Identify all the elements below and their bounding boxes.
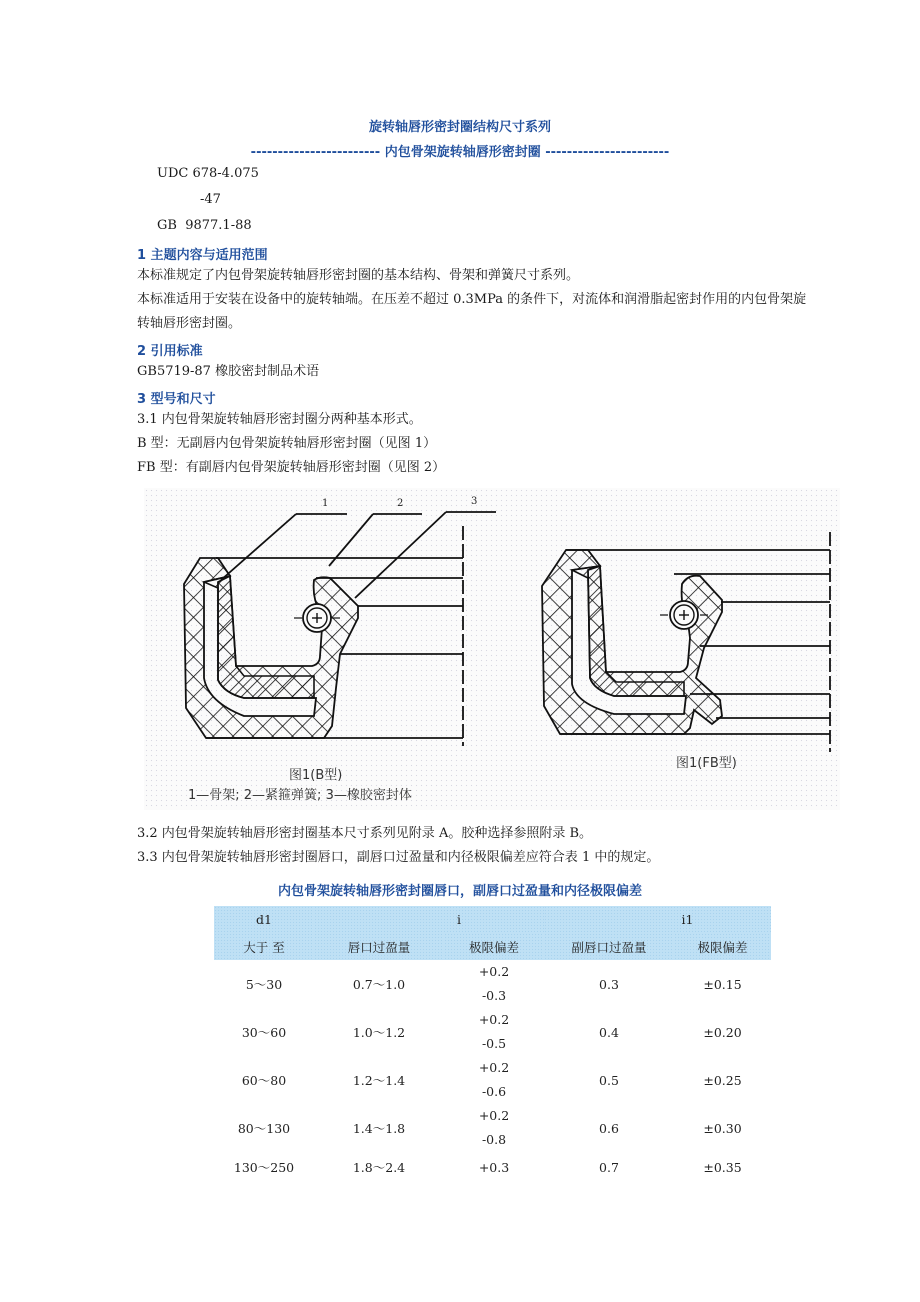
- cell-d1: 130～250: [233, 1160, 295, 1175]
- document-subtitle: ------------------------ 内包骨架旋转轴唇形密封圈 -----------------------: [250, 145, 670, 160]
- cell-i1-dev: ±0.20: [703, 1024, 742, 1040]
- cell-d1: 30～60: [241, 1025, 287, 1040]
- cell-i: 1.8～2.4: [352, 1160, 406, 1175]
- type-b-text: B 型：无副唇内包骨架旋转轴唇形密封圈（见图 1）: [137, 436, 437, 451]
- section-2-paragraph: GB5719-87 橡胶密封制品术语: [137, 364, 320, 379]
- document-title: 旋转轴唇形密封圈结构尺寸系列: [368, 120, 551, 135]
- header-i1: i1: [544, 906, 771, 933]
- cell-d1: 60～80: [241, 1073, 287, 1088]
- interference-tolerance-table: [214, 906, 771, 1182]
- cell-dev: [444, 1008, 544, 1056]
- header-d1: d1: [214, 906, 314, 933]
- dev-upper: +0.2: [478, 1060, 510, 1075]
- col-header-aux-lip-interference: 副唇口过盈量: [544, 933, 674, 960]
- col-header-lip-interference: 唇口过盈量: [314, 933, 444, 960]
- section-3-3-text: 3.3 内包骨架旋转轴唇形密封圈唇口，副唇口过盈量和内径极限偏差应符合表 1 中的规定。: [137, 850, 660, 865]
- table-column-header-row: [214, 933, 771, 960]
- label-3: 3: [471, 496, 478, 507]
- section-2-heading: 2 引用标准: [137, 344, 203, 359]
- gb-code: GB 9877.1-88: [157, 218, 252, 233]
- section-3-2-text: 3.2 内包骨架旋转轴唇形密封圈基本尺寸系列见附录 A。胶种选择参照附录 B。: [137, 826, 593, 841]
- col-header-range: 大于 至: [214, 933, 314, 960]
- udc-code-suffix: -47: [200, 192, 221, 207]
- table-title: 内包骨架旋转轴唇形密封圈唇口，副唇口过盈量和内径极限偏差: [277, 884, 642, 899]
- col-header-tolerance: 极限偏差: [444, 933, 544, 960]
- cell-i1: 0.6: [599, 1120, 619, 1136]
- figure-legend: 1—骨架; 2—紧箍弹簧; 3—橡胶密封体: [188, 788, 412, 803]
- figure-caption-b-type: 图1(B型): [289, 768, 343, 783]
- table-row: [214, 960, 771, 1008]
- cell-i1: 0.4: [599, 1024, 619, 1040]
- cell-dev: +0.3: [478, 1159, 510, 1175]
- dev-upper: +0.2: [478, 1108, 510, 1123]
- dev-upper: +0.2: [478, 1012, 510, 1027]
- seal-cross-section-figure: [144, 488, 840, 810]
- dev-lower: -0.8: [481, 1132, 507, 1147]
- label-2: 2: [397, 498, 404, 509]
- col-header-aux-tolerance: 极限偏差: [674, 933, 771, 960]
- cell-i1: 0.5: [599, 1072, 619, 1088]
- table-row: [214, 1056, 771, 1104]
- udc-code: UDC 678-4.075: [157, 166, 259, 181]
- dev-lower: -0.5: [481, 1036, 507, 1051]
- dev-lower: -0.6: [481, 1084, 507, 1099]
- dev-lower: -0.3: [481, 988, 507, 1003]
- section-1-paragraph-1: 本标准规定了内包骨架旋转轴唇形密封圈的基本结构、骨架和弹簧尺寸系列。: [137, 268, 580, 283]
- dev-upper: +0.2: [478, 964, 510, 979]
- cell-i1-dev: ±0.15: [703, 976, 742, 992]
- cell-i1: 0.3: [599, 976, 619, 992]
- label-1: 1: [322, 498, 329, 509]
- figure-caption-fb-type: 图1(FB型): [676, 756, 737, 771]
- section-1-heading: 1 主题内容与适用范围: [137, 248, 268, 263]
- table-group-header-row: [214, 906, 771, 933]
- section-1-paragraph-2-line-2: 转轴唇形密封圈。: [137, 316, 242, 331]
- cell-i1: 0.7: [599, 1159, 619, 1175]
- cell-d1: 80～130: [237, 1121, 291, 1136]
- cell-i1-dev: ±0.30: [703, 1120, 742, 1136]
- cell-dev: [444, 1056, 544, 1104]
- table-row: [214, 1152, 771, 1182]
- table-row: [214, 1008, 771, 1056]
- cell-i: 0.7～1.0: [352, 977, 406, 992]
- header-i: i: [314, 906, 544, 933]
- cell-i: 1.0～1.2: [352, 1025, 406, 1040]
- type-fb-text: FB 型：有副唇内包骨架旋转轴唇形密封圈（见图 2）: [137, 460, 446, 475]
- cell-i1-dev: ±0.35: [703, 1159, 742, 1175]
- section-3-heading: 3 型号和尺寸: [137, 392, 216, 407]
- cell-d1: 5～30: [245, 977, 283, 992]
- table-row: [214, 1104, 771, 1152]
- cell-dev: [444, 960, 544, 1008]
- cell-dev: [444, 1104, 544, 1152]
- cell-i: 1.4～1.8: [352, 1121, 406, 1136]
- cell-i1-dev: ±0.25: [703, 1072, 742, 1088]
- section-3-1-text: 3.1 内包骨架旋转轴唇形密封圈分两种基本形式。: [137, 412, 422, 427]
- section-1-paragraph-2-line-1: 本标准适用于安装在设备中的旋转轴端。在压差不超过 0.3MPa 的条件下，对流体和润滑脂起密封作用的内包骨架旋: [137, 292, 807, 307]
- cell-i: 1.2～1.4: [352, 1073, 406, 1088]
